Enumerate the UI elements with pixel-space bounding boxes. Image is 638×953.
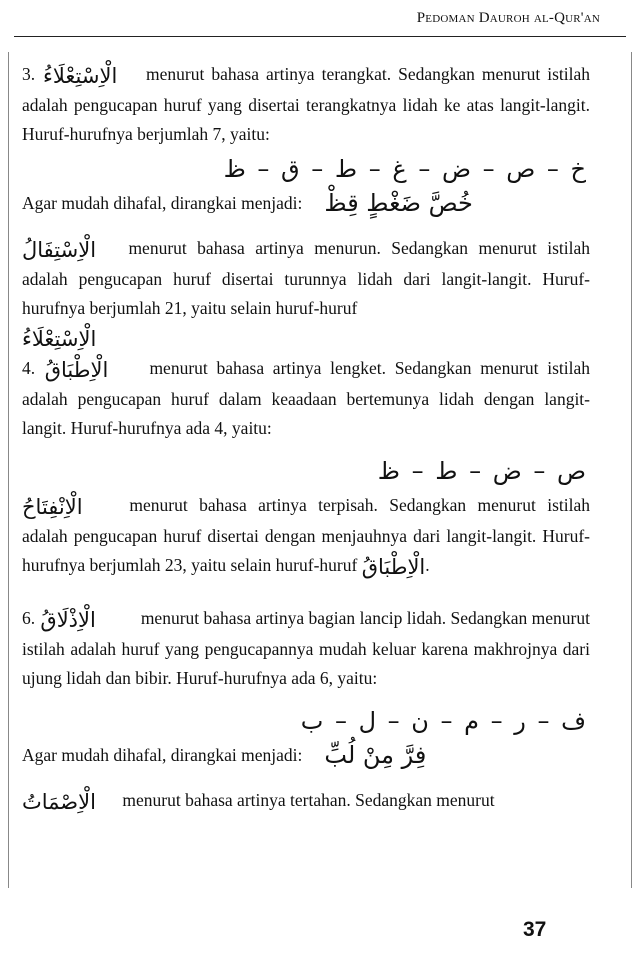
section-number: 4. — [22, 358, 36, 378]
section-text: menurut bahasa artinya bagian lancip lidah. Sedangkan menurut istilah adalah huruf yang pengucapannya mudah keluar karena makhrojnya dari ujung lidah dan bibir. Huruf-hurufnya ada 6, yaitu: — [22, 608, 591, 688]
section-ithbaq — [22, 354, 590, 443]
page-number: 37 — [523, 918, 547, 941]
section-number: 3. — [22, 64, 36, 84]
mnemonic-line — [22, 741, 590, 770]
term-arabic: الْاِسْتِعْلَاءُ — [43, 64, 118, 88]
term-arabic: الْاِذْلَاقُ — [40, 608, 96, 632]
tail-arabic: الْاِسْتِعْلَاءُ — [22, 327, 97, 351]
section-text: menurut bahasa artinya tertahan. Sedangkan menurut — [122, 790, 495, 810]
mnemonic-arabic: خُصَّ ضَغْطٍ قِظْ — [324, 189, 473, 217]
page-content — [22, 60, 590, 817]
letter-list: خ – ص – ض – غ – ط – ق – ظ — [223, 155, 586, 183]
page-edge-right — [631, 52, 632, 888]
header-rule — [14, 36, 626, 37]
section-number: 6. — [22, 608, 36, 628]
section-istifal — [22, 234, 590, 354]
section-text: menurut bahasa artinya menurun. Sedangkan menurut istilah adalah pengucapan huruf disertai turunnya lidah dari langit-langit. Huruf-hurufnya berjumlah 21, yaitu selain huruf-huruf — [22, 238, 591, 318]
section-text: menurut bahasa artinya terpisah. Sedangkan menurut istilah adalah pengucapan huruf disertai dengan menjauhnya dari langit-langit. Huruf-hurufnya berjumlah 23, yaitu selain huruf-huruf — [22, 495, 590, 575]
mnemonic-arabic: فِرَّ مِنْ لُبِّ — [324, 741, 427, 769]
section-text: menurut bahasa artinya terangkat. Sedangkan menurut istilah adalah pengucapan huruf yang disertai terangkatnya lidah ke atas langit-langit. Huruf-hurufnya berjumlah 7, yaitu: — [22, 64, 590, 144]
section-idzlaq — [22, 604, 590, 693]
section-istila — [22, 60, 590, 149]
term-arabic: الْاِنْفِتَاحُ — [22, 495, 83, 519]
tail-punctuation: . — [425, 555, 430, 575]
page-edge-left — [8, 52, 9, 888]
term-arabic: الْاِسْتِفَالُ — [22, 238, 97, 262]
mnemonic-line — [22, 189, 590, 218]
section-text: menurut bahasa artinya lengket. Sedangkan menurut istilah adalah pengucapan huruf dalam keaadaan bertemunya lidah dengan langit-langit. Huruf-hurufnya ada 4, yaitu: — [22, 358, 591, 438]
tail-arabic: الْاِطْبَاقُ — [361, 555, 426, 579]
term-arabic: الْاِطْبَاقُ — [44, 358, 109, 382]
mnemonic-label: Agar mudah dihafal, dirangkai menjadi: — [22, 745, 303, 765]
running-header: Pedoman Dauroh al-Qur'an — [416, 10, 600, 26]
section-ishmat — [22, 786, 590, 817]
term-arabic: الْاِصْمَاتُ — [22, 790, 96, 814]
section-infitah — [22, 491, 590, 582]
letter-list: ص – ض – ط – ظ — [377, 457, 586, 485]
letter-list: ف – ر – م – ن – ل – ب — [300, 707, 586, 735]
mnemonic-label: Agar mudah dihafal, dirangkai menjadi: — [22, 193, 303, 213]
